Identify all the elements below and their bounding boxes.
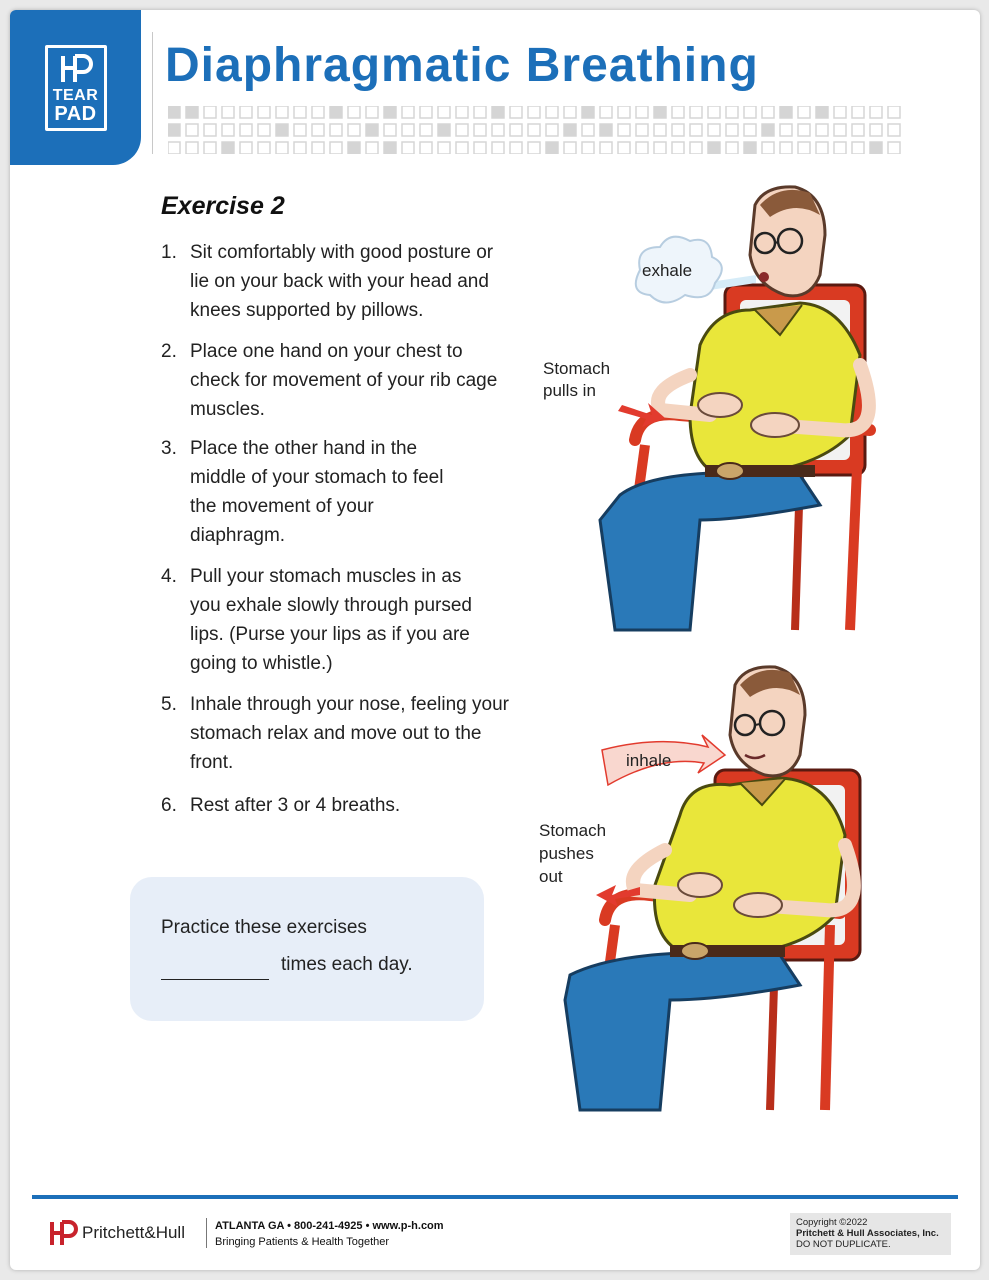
step-text: Sit comfortably with good posture or lie on your back with your head and knees supported by pillows. bbox=[190, 242, 494, 321]
exhale-label: exhale bbox=[642, 261, 693, 280]
steps-list bbox=[161, 238, 511, 820]
dot-grid-cell bbox=[186, 124, 198, 136]
dot-grid-cell bbox=[222, 124, 234, 136]
dot-grid-cell bbox=[312, 142, 324, 154]
step-item bbox=[161, 562, 511, 678]
dot-grid-cell bbox=[618, 124, 630, 136]
dot-grid-cell bbox=[420, 142, 432, 154]
dot-grid-cell bbox=[438, 124, 450, 136]
step-text: Inhale through your nose, feeling your stomach relax and move out to the front. bbox=[190, 694, 509, 773]
dot-grid-cell bbox=[636, 106, 648, 118]
dot-grid-cell bbox=[474, 124, 486, 136]
decorative-dot-grid bbox=[168, 106, 908, 154]
step-text: Place the other hand in the middle of your stomach to feel the movement of your diaphragm. bbox=[190, 438, 444, 546]
step-item bbox=[161, 690, 511, 777]
footer-separator bbox=[206, 1218, 207, 1248]
dot-grid-cell bbox=[870, 142, 882, 154]
copyright-notice bbox=[790, 1213, 951, 1255]
dot-grid-cell bbox=[222, 106, 234, 118]
dot-grid-cell bbox=[744, 124, 756, 136]
dot-grid-cell bbox=[564, 142, 576, 154]
dot-grid-cell bbox=[564, 106, 576, 118]
dot-grid-cell bbox=[852, 142, 864, 154]
dot-grid-cell bbox=[240, 124, 252, 136]
dot-grid-cell bbox=[690, 106, 702, 118]
dot-grid-cell bbox=[816, 142, 828, 154]
dot-grid-cell bbox=[744, 106, 756, 118]
dot-grid-cell bbox=[294, 142, 306, 154]
dot-grid-cell bbox=[600, 106, 612, 118]
logo-text-top: TEAR bbox=[52, 86, 99, 104]
times-per-day-blank[interactable] bbox=[161, 958, 269, 980]
inhale-label: inhale bbox=[626, 751, 672, 770]
footer-divider bbox=[32, 1195, 958, 1199]
dot-grid-cell bbox=[204, 106, 216, 118]
dot-grid-cell bbox=[366, 142, 378, 154]
dot-grid-cell bbox=[330, 142, 342, 154]
step-item bbox=[161, 238, 511, 325]
dot-grid-cell bbox=[528, 124, 540, 136]
dot-grid-cell bbox=[330, 106, 342, 118]
man-exhaling-image bbox=[540, 175, 900, 635]
dot-grid-cell bbox=[834, 142, 846, 154]
step-item bbox=[161, 434, 511, 550]
stomach-pushes-out-label-line2: pushes bbox=[539, 844, 594, 863]
exercise-heading: Exercise 2 bbox=[161, 192, 285, 220]
inhale-illustration bbox=[540, 655, 900, 1115]
step-item bbox=[161, 791, 511, 820]
copyright-warning: DO NOT DUPLICATE. bbox=[796, 1239, 891, 1250]
dot-grid-cell bbox=[492, 106, 504, 118]
dot-grid-cell bbox=[618, 142, 630, 154]
dot-grid-cell bbox=[726, 106, 738, 118]
dot-grid-cell bbox=[798, 124, 810, 136]
dot-grid-cell bbox=[474, 142, 486, 154]
practice-frequency-row bbox=[161, 950, 484, 980]
dot-grid-cell bbox=[510, 124, 522, 136]
dot-grid-cell bbox=[852, 124, 864, 136]
dot-grid-cell bbox=[546, 142, 558, 154]
dot-grid-cell bbox=[600, 142, 612, 154]
dot-grid-cell bbox=[276, 106, 288, 118]
footer-contact bbox=[215, 1218, 444, 1250]
dot-grid-cell bbox=[492, 124, 504, 136]
step-number: 1. bbox=[161, 242, 177, 263]
dot-grid-cell bbox=[834, 124, 846, 136]
dot-grid-cell bbox=[636, 124, 648, 136]
dot-grid-cell bbox=[456, 124, 468, 136]
dot-grid-cell bbox=[294, 106, 306, 118]
exhale-illustration bbox=[540, 175, 900, 635]
dot-grid-cell bbox=[366, 124, 378, 136]
practice-text: Practice these exercises bbox=[161, 917, 367, 938]
dot-grid-cell bbox=[366, 106, 378, 118]
dot-grid-cell bbox=[312, 106, 324, 118]
tagline: Bringing Patients & Health Together bbox=[215, 1236, 390, 1248]
step-number: 4. bbox=[161, 566, 177, 587]
stomach-pushes-out-label-line3: out bbox=[539, 867, 563, 886]
dot-grid-cell bbox=[582, 142, 594, 154]
dot-grid-cell bbox=[780, 142, 792, 154]
step-item bbox=[161, 337, 511, 424]
practice-text-suffix: times each day. bbox=[281, 954, 413, 975]
dot-grid-cell bbox=[780, 106, 792, 118]
dot-grid-cell bbox=[348, 106, 360, 118]
dot-grid-cell bbox=[870, 124, 882, 136]
dot-grid-cell bbox=[474, 106, 486, 118]
copyright-year: Copyright ©2022 bbox=[796, 1217, 868, 1228]
step-number: 5. bbox=[161, 694, 177, 715]
dot-grid-cell bbox=[546, 106, 558, 118]
dot-grid-cell bbox=[276, 124, 288, 136]
dot-grid-cell bbox=[258, 106, 270, 118]
stomach-pushes-out-label-line1: Stomach bbox=[539, 821, 607, 840]
dot-grid-cell bbox=[888, 106, 900, 118]
logo-text-bottom: PAD bbox=[54, 102, 97, 125]
dot-grid-cell bbox=[168, 124, 180, 136]
dot-grid-cell bbox=[708, 124, 720, 136]
dot-grid-cell bbox=[402, 142, 414, 154]
dot-grid-cell bbox=[870, 106, 882, 118]
dot-grid-cell bbox=[564, 124, 576, 136]
dot-grid-cell bbox=[834, 106, 846, 118]
step-text: Place one hand on your chest to check for movement of your rib cage muscles. bbox=[190, 341, 498, 420]
stomach-pulls-in-label-line1: Stomach bbox=[543, 359, 611, 378]
dot-grid-cell bbox=[654, 106, 666, 118]
man-inhaling-image bbox=[540, 655, 900, 1115]
dot-grid-cell bbox=[762, 124, 774, 136]
dot-grid-cell bbox=[690, 142, 702, 154]
ph-mark-icon bbox=[59, 54, 93, 84]
dot-grid-cell bbox=[456, 142, 468, 154]
dot-grid-cell bbox=[726, 124, 738, 136]
dot-grid-cell bbox=[186, 106, 198, 118]
dot-grid-cell bbox=[618, 106, 630, 118]
dot-grid-cell bbox=[888, 142, 900, 154]
tear-pad-badge bbox=[45, 45, 107, 131]
dot-grid-cell bbox=[294, 124, 306, 136]
dot-grid-cell bbox=[276, 142, 288, 154]
stomach-pulls-in-label-line2: pulls in bbox=[543, 381, 596, 400]
dot-grid-cell bbox=[672, 124, 684, 136]
dot-grid-cell bbox=[654, 142, 666, 154]
dot-grid-cell bbox=[528, 106, 540, 118]
pritchett-hull-logo bbox=[48, 1218, 185, 1248]
dot-grid-cell bbox=[672, 142, 684, 154]
contact-info: ATLANTA GA • 800-241-4925 • www.p-h.com bbox=[215, 1220, 444, 1232]
dot-grid-cell bbox=[492, 142, 504, 154]
copyright-owner: Pritchett & Hull Associates, Inc. bbox=[796, 1228, 939, 1239]
step-text: Pull your stomach muscles in as you exhale slowly through pursed lips. (Purse your lips as if you are going to whistle.) bbox=[190, 566, 473, 674]
dot-grid-cell bbox=[600, 124, 612, 136]
dot-grid-cell bbox=[798, 142, 810, 154]
dot-grid-cell bbox=[780, 124, 792, 136]
dot-grid-cell bbox=[762, 106, 774, 118]
dot-grid-cell bbox=[708, 106, 720, 118]
dot-grid-cell bbox=[546, 124, 558, 136]
page-title: Diaphragmatic Breathing bbox=[165, 39, 759, 92]
tear-pad-logo bbox=[10, 10, 141, 165]
step-number: 2. bbox=[161, 341, 177, 362]
dot-grid-cell bbox=[240, 142, 252, 154]
dot-grid-cell bbox=[438, 142, 450, 154]
dot-grid-cell bbox=[222, 142, 234, 154]
dot-grid-cell bbox=[690, 124, 702, 136]
dot-grid-cell bbox=[816, 106, 828, 118]
dot-grid-cell bbox=[672, 106, 684, 118]
dot-grid-cell bbox=[402, 124, 414, 136]
step-number: 3. bbox=[161, 438, 177, 459]
dot-grid-cell bbox=[798, 106, 810, 118]
dot-grid-cell bbox=[186, 142, 198, 154]
dot-grid-cell bbox=[816, 124, 828, 136]
dot-grid-cell bbox=[240, 106, 252, 118]
dot-grid-cell bbox=[762, 142, 774, 154]
step-text: Rest after 3 or 4 breaths. bbox=[190, 795, 401, 816]
dot-grid-cell bbox=[456, 106, 468, 118]
dot-grid-cell bbox=[636, 142, 648, 154]
title-divider bbox=[152, 32, 153, 154]
dot-grid-cell bbox=[384, 106, 396, 118]
dot-grid-cell bbox=[438, 106, 450, 118]
dot-grid-cell bbox=[582, 124, 594, 136]
step-number: 6. bbox=[161, 795, 177, 816]
dot-grid-cell bbox=[420, 106, 432, 118]
dot-grid-cell bbox=[420, 124, 432, 136]
dot-grid-cell bbox=[312, 124, 324, 136]
dot-grid-cell bbox=[168, 106, 180, 118]
dot-grid-cell bbox=[258, 124, 270, 136]
dot-grid-cell bbox=[726, 142, 738, 154]
dot-grid-cell bbox=[888, 124, 900, 136]
dot-grid-cell bbox=[204, 124, 216, 136]
ph-logo-icon bbox=[48, 1218, 78, 1248]
brand-name: Pritchett&Hull bbox=[82, 1223, 185, 1242]
dot-grid-cell bbox=[528, 142, 540, 154]
dot-grid-cell bbox=[510, 142, 522, 154]
practice-callout bbox=[130, 877, 484, 1021]
dot-grid-cell bbox=[510, 106, 522, 118]
dot-grid-cell bbox=[384, 142, 396, 154]
dot-grid-cell bbox=[852, 106, 864, 118]
dot-grid-cell bbox=[744, 142, 756, 154]
dot-grid-cell bbox=[654, 124, 666, 136]
dot-grid-cell bbox=[708, 142, 720, 154]
dot-grid-cell bbox=[402, 106, 414, 118]
dot-grid-cell bbox=[168, 142, 180, 154]
handout-page bbox=[10, 10, 980, 1270]
dot-grid-cell bbox=[384, 124, 396, 136]
dot-grid-cell bbox=[582, 106, 594, 118]
dot-grid-cell bbox=[348, 124, 360, 136]
dot-grid-cell bbox=[204, 142, 216, 154]
dot-grid-cell bbox=[258, 142, 270, 154]
dot-grid-cell bbox=[330, 124, 342, 136]
dot-grid-cell bbox=[348, 142, 360, 154]
